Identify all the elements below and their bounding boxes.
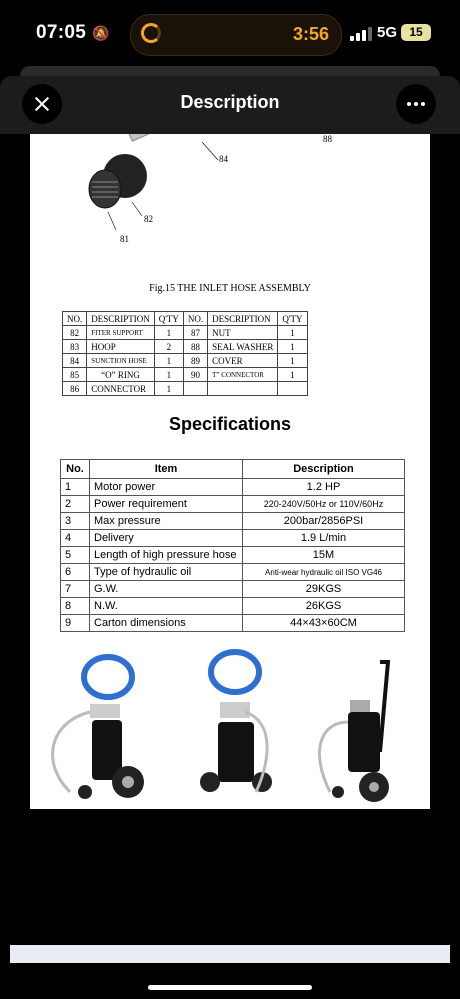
- battery-icon: 15: [401, 24, 431, 41]
- table-cell: 82: [63, 326, 87, 340]
- table-row: [63, 326, 308, 340]
- figure-caption: Fig.15 THE INLET HOSE ASSEMBLY: [149, 283, 311, 294]
- table-row: [61, 513, 405, 530]
- network-type: 5G: [377, 24, 398, 41]
- table-cell: 1: [278, 368, 307, 382]
- col-qty-2: Q'TY: [278, 312, 307, 326]
- table-row: [63, 354, 308, 368]
- table-cell: 7: [61, 581, 90, 598]
- table-cell: 85: [63, 368, 87, 382]
- table-cell: 2: [154, 340, 183, 354]
- col-description: DESCRIPTION: [87, 312, 155, 326]
- table-cell: SEAL WASHER: [208, 340, 278, 354]
- table-cell: Length of high pressure hose: [90, 547, 243, 564]
- table-cell: “O” RING: [87, 368, 155, 382]
- col-description-2: DESCRIPTION: [208, 312, 278, 326]
- table-row: [63, 368, 308, 382]
- sprayer-photo-left: [53, 657, 144, 799]
- table-cell: Type of hydraulic oil: [90, 564, 243, 581]
- table-row: [61, 564, 405, 581]
- table-cell: 6: [61, 564, 90, 581]
- top-bar: [0, 76, 460, 134]
- clock: 07:05: [36, 22, 87, 43]
- table-cell: 1: [154, 368, 183, 382]
- table-row: [61, 615, 405, 632]
- table-cell: 86: [63, 382, 87, 396]
- table-row: [61, 479, 405, 496]
- silent-bell-icon: 🔕: [92, 25, 110, 41]
- more-button[interactable]: [396, 84, 436, 124]
- more-icon: [407, 102, 425, 106]
- document-page: [30, 134, 430, 809]
- table-cell: 1: [278, 340, 307, 354]
- table-cell: 1.2 HP: [243, 479, 405, 496]
- table-cell: T” CONNECTOR: [208, 368, 278, 382]
- product-photos: [30, 642, 430, 809]
- table-row: [63, 340, 308, 354]
- table-cell: NUT: [208, 326, 278, 340]
- col-qty: Q'TY: [154, 312, 183, 326]
- table-cell: 15M: [243, 547, 405, 564]
- table-cell: 3: [61, 513, 90, 530]
- table-cell: 220-240V/50Hz or 110V/60Hz: [243, 496, 405, 513]
- table-cell: [208, 382, 278, 396]
- table-cell: Power requirement: [90, 496, 243, 513]
- table-row: [61, 530, 405, 547]
- label-84: 84: [219, 154, 228, 164]
- table-cell: 1: [278, 354, 307, 368]
- sprayer-photo-right: [320, 662, 389, 802]
- table-cell: CONNECTOR: [87, 382, 155, 396]
- table-cell: 1.9 L/min: [243, 530, 405, 547]
- table-cell: 1: [154, 326, 183, 340]
- table-cell: 44×43×60CM: [243, 615, 405, 632]
- table-cell: 84: [63, 354, 87, 368]
- table-cell: 8: [61, 598, 90, 615]
- table-cell: 5: [61, 547, 90, 564]
- col-no: NO.: [63, 312, 87, 326]
- table-cell: 88: [183, 340, 207, 354]
- col-no-2: NO.: [183, 312, 207, 326]
- timer-value: 3:56: [292, 24, 329, 44]
- table-cell: G.W.: [90, 581, 243, 598]
- table-row: [61, 547, 405, 564]
- parts-header-row: [63, 312, 308, 326]
- parts-table: [62, 311, 308, 396]
- table-cell: 2: [61, 496, 90, 513]
- specifications-title: Specifications: [168, 414, 292, 434]
- table-cell: Delivery: [90, 530, 243, 547]
- table-cell: 83: [63, 340, 87, 354]
- bottom-panel: [10, 945, 450, 963]
- table-cell: [183, 382, 207, 396]
- table-cell: 87: [183, 326, 207, 340]
- table-cell: Motor power: [90, 479, 243, 496]
- dynamic-island-timer[interactable]: [130, 14, 342, 56]
- table-cell: SUNCTION HOSE: [87, 354, 155, 368]
- specs-header-row: [61, 460, 405, 479]
- col-no: No.: [61, 460, 90, 479]
- table-cell: 29KGS: [243, 581, 405, 598]
- table-cell: Anti-wear hydraulic oil ISO VG46: [243, 564, 405, 581]
- table-cell: Max pressure: [90, 513, 243, 530]
- table-cell: COVER: [208, 354, 278, 368]
- table-cell: Carton dimensions: [90, 615, 243, 632]
- col-item: Item: [90, 460, 243, 479]
- table-cell: 1: [278, 326, 307, 340]
- table-cell: 200bar/2856PSI: [243, 513, 405, 530]
- table-row: [63, 382, 308, 396]
- table-row: [61, 581, 405, 598]
- label-88: 88: [323, 134, 332, 144]
- table-cell: 9: [61, 615, 90, 632]
- table-cell: 1: [61, 479, 90, 496]
- table-row: [61, 598, 405, 615]
- table-cell: 90: [183, 368, 207, 382]
- label-82: 82: [144, 214, 153, 224]
- specifications-table: [60, 459, 405, 632]
- col-description: Description: [243, 460, 405, 479]
- signal-icon: [350, 27, 372, 41]
- table-cell: FITER SUPPORT: [87, 326, 155, 340]
- table-cell: 1: [154, 382, 183, 396]
- inlet-hose-diagram: [30, 134, 430, 254]
- table-cell: HOOP: [87, 340, 155, 354]
- timer-icon: [141, 23, 161, 43]
- table-cell: 89: [183, 354, 207, 368]
- table-row: [61, 496, 405, 513]
- table-cell: N.W.: [90, 598, 243, 615]
- table-cell: 26KGS: [243, 598, 405, 615]
- sprayer-photo-center: [200, 652, 272, 792]
- table-cell: 4: [61, 530, 90, 547]
- table-cell: 1: [154, 354, 183, 368]
- status-bar: [0, 0, 460, 66]
- label-81: 81: [120, 234, 129, 244]
- home-indicator[interactable]: [148, 985, 312, 990]
- table-cell: [278, 382, 307, 396]
- page-title: Description: [180, 92, 280, 112]
